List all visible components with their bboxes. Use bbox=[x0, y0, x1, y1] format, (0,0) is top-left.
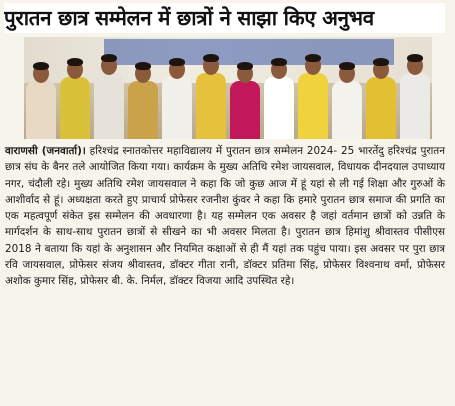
article-headline: पुरातन छात्र सम्मेलन में छात्रों ने साझा किए अनुभव bbox=[4, 3, 445, 33]
photo-person bbox=[230, 59, 260, 139]
photo-person bbox=[332, 59, 362, 139]
photo-person bbox=[196, 51, 226, 139]
article-body-block bbox=[5, 143, 445, 290]
photo-person bbox=[366, 55, 396, 139]
photo-person bbox=[298, 51, 328, 139]
photo-person bbox=[128, 59, 158, 139]
article-dateline: वाराणसी (जनवार्ता)। bbox=[5, 145, 86, 157]
photo-person bbox=[400, 51, 430, 139]
photo-person bbox=[264, 55, 294, 139]
photo-person bbox=[26, 59, 56, 139]
article-body: हरिश्चंद्र स्नातकोत्तर महाविद्यालय में पुरातन छात्र सम्मेलन 2024- 25 भारतेंदु हरिश्चंद्र पुरातन छात्र संघ के बैनर तले आयोजित किया गया। कार्यक्रम के मुख्य अतिथि रमेश जायसवाल, विधायक दीनदयाल उपाध्याय नगर, चंदौली रहे। मुख्य अतिथि रमेश जायसवाल ने कहा कि जो कुछ आज में हूं यहां से ली गई शिक्षा और गुरुओं के आशीर्वाद से हूं। अध्यक्षता करते हुए प्राचार्य प्रोफेसर रजनीश कुंवर ने कहा कि हमारे पुरातन छात्र समाज की प्रगति का एक महत्वपूर्ण संकेत इस सम्मेलन की अवधारणा है। यह सम्मेलन एक अवसर है जहां वर्तमान छात्रों को उन्नति के मार्गदर्शन के साथ-साथ पुरातन छात्रों से सीखने का भी अवसर मिलता है। पुरातन छात्र हिमांशु श्रीवास्तव पीसीएस 2018 ने बताया कि यहां के अनुशासन और नियमित कक्षाओं से ही मैं यहां तक पहुंच पाया। इस अवसर पर पुरा छात्र रवि जायसवाल, प्रोफेसर संजय श्रीवास्तव, डॉक्टर गीता रानी, डॉक्टर प्रतिमा सिंह, प्रोफेसर विश्वनाथ वर्मा, प्रोफेसर अशोक कुमार सिंह, प्रोफेसर बी. के. निर्मल, डॉक्टर विजया आदि उपस्थित रहे। bbox=[5, 145, 445, 288]
photo-person bbox=[162, 55, 192, 139]
photo-person bbox=[94, 51, 124, 139]
photo-person bbox=[60, 55, 90, 139]
group-photo bbox=[24, 37, 432, 139]
